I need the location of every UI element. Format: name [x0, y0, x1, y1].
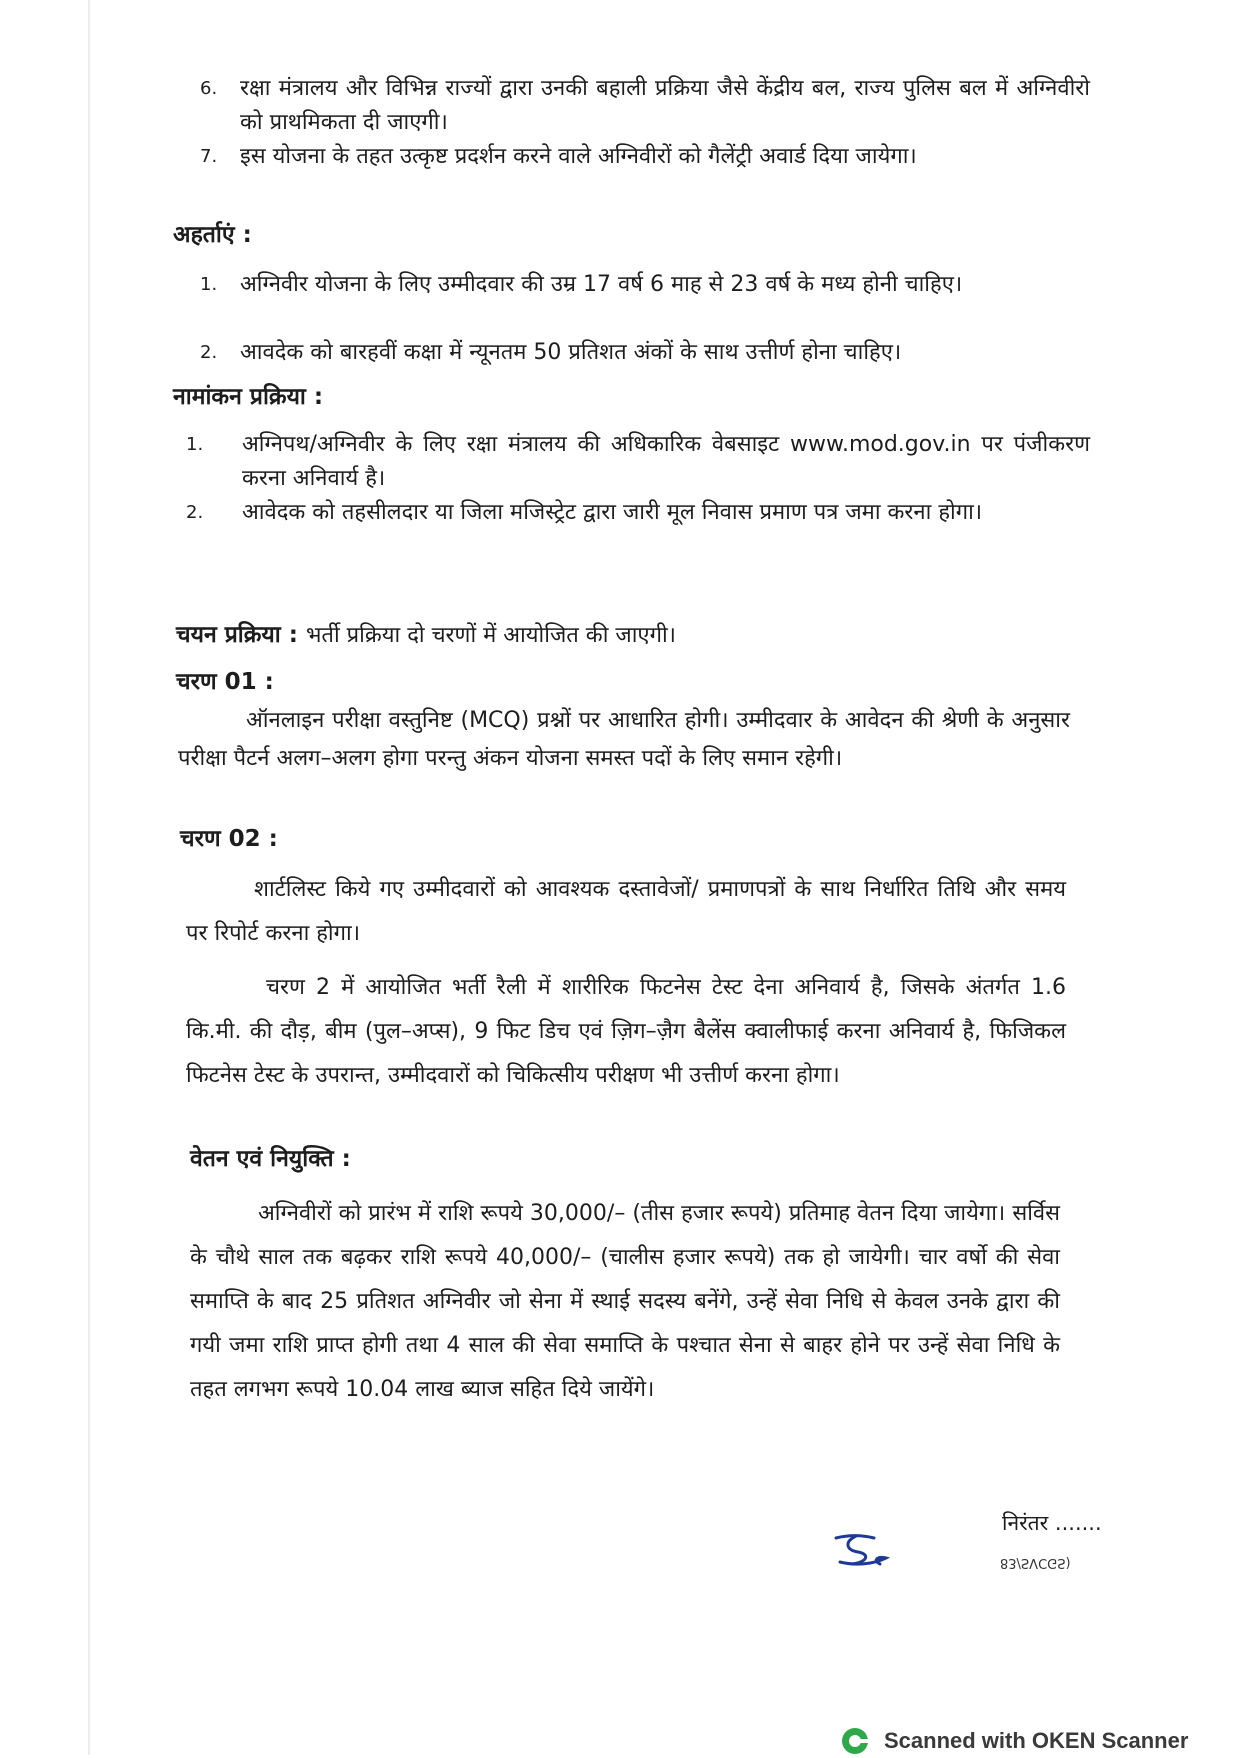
- list-text: अग्निपथ/अग्निवीर के लिए रक्षा मंत्रालय की अधिकारिक वेबसाइट www.mod.gov.in पर पंजीकरण करना अनिवार्य है।: [242, 432, 1090, 491]
- scanner-watermark-text: Scanned with OKEN Scanner: [884, 1728, 1189, 1753]
- list-text: इस योजना के तहत उत्कृष्ट प्रदर्शन करने वाले अग्निवीरों को गैलेंट्री अवार्ड दिया जायेगा।: [240, 144, 917, 169]
- list-number: 2.: [186, 502, 204, 523]
- list-item: [200, 268, 1090, 336]
- list-text: अग्निवीर योजना के लिए उम्मीदवार की उम्र 17 वर्ष 6 माह से 23 वर्ष के मध्य होनी चाहिए।: [240, 272, 963, 297]
- list-item: [200, 140, 1090, 208]
- page-edge-shadow: [88, 0, 91, 1755]
- stage1-heading: चरण 01 :: [176, 669, 274, 695]
- list-number: 6.: [200, 78, 218, 99]
- enrollment-heading: नामांकन प्रक्रिया :: [173, 384, 324, 410]
- list-number: 2.: [200, 342, 218, 363]
- stage2-paragraph-2: चरण 2 में आयोजित भर्ती रैली में शारीरिक फिटनेस टेस्ट देना अनिवार्य है, जिसके अंतर्गत 1.6 कि.मी. की दौड़, बीम (पुल–अप्स), 9 फिट डिच एवं ज़िग–ज़ैग बैलेंस क्वालीफाई करना अनिवार्य है, फिजिकल फिटनेस टेस्ट के उपरान्त, उम्मीदवारों को चिकित्सीय परीक्षण भी उत्तीर्ण करना होगा।: [186, 975, 1066, 1088]
- salary-heading: वेतन एवं नियुक्ति :: [190, 1146, 351, 1172]
- list-item: [200, 72, 1090, 140]
- eligibility-heading: अहर्ताएं :: [173, 222, 252, 248]
- salary-paragraph: अग्निवीरों को प्रारंभ में राशि रूपये 30,000/– (तीस हजार रूपये) प्रतिमाह वेतन दिया जायेगा। सर्विस के चौथे साल तक बढ़कर राशि रूपये 40,000/– (चालीस हजार रूपये) तक हो जायेगी। चार वर्षो की सेवा समाप्ति के बाद 25 प्रतिशत अग्निवीर जो सेना में स्थाई सदस्य बनेंगे, उन्हें सेवा निधि से केवल उनके द्वारा की गयी जमा राशि प्राप्त होगी तथा 4 साल की सेवा समाप्ति के पश्चात सेना से बाहर होने पर उन्हें सेवा निधि के तहत लगभग रूपये 10.04 लाख ब्याज सहित दिये जायेंगे।: [190, 1201, 1060, 1402]
- selection-heading: चयन प्रक्रिया :: [176, 622, 298, 648]
- list-number: 1.: [186, 434, 204, 455]
- list-item: [186, 496, 1090, 564]
- list-text: रक्षा मंत्रालय और विभिन्न राज्यों द्वारा उनकी बहाली प्रक्रिया जैसे केंद्रीय बल, राज्य पुलिस बल में अग्निवीरो को प्राथमिकता दी जाएगी।: [240, 76, 1090, 135]
- stage1-paragraph: ऑनलाइन परीक्षा वस्तुनिष्ट (MCQ) प्रश्नों पर आधारित होगी। उम्मीदवार के आवेदन की श्रेणी के अनुसार परीक्षा पैटर्न अलग–अलग होगा परन्तु अंकन योजना समस्त पदों के लिए समान रहेगी।: [178, 708, 1070, 771]
- reference-mark: 83/SVCGS): [1000, 1555, 1071, 1570]
- selection-line: [176, 618, 1076, 653]
- list-number: 7.: [200, 146, 218, 167]
- signature-mark: [830, 1530, 892, 1570]
- list-text: आवेदक को तहसीलदार या जिला मजिस्ट्रेट द्वारा जारी मूल निवास प्रमाण पत्र जमा करना होगा।: [242, 500, 983, 525]
- oken-scanner-logo-icon: [840, 1726, 870, 1756]
- list-item: [200, 336, 1090, 370]
- scanner-watermark: [840, 1724, 1188, 1758]
- list-text: आवदेक को बारहवीं कक्षा में न्यूनतम 50 प्रतिशत अंकों के साथ उत्तीर्ण होना चाहिए।: [240, 340, 902, 365]
- list-item: [186, 428, 1090, 496]
- stage2-paragraph-1: शार्टलिस्ट किये गए उम्मीदवारों को आवश्यक दस्तावेजों/ प्रमाणपत्रों के साथ निर्धारित तिथि और समय पर रिपोर्ट करना होगा।: [186, 877, 1066, 946]
- list-number: 1.: [200, 274, 218, 295]
- selection-intro: भर्ती प्रक्रिया दो चरणों में आयोजित की जाएगी।: [305, 623, 676, 648]
- stage2-heading: चरण 02 :: [180, 826, 278, 852]
- continued-marker: निरंतर .......: [1002, 1511, 1102, 1535]
